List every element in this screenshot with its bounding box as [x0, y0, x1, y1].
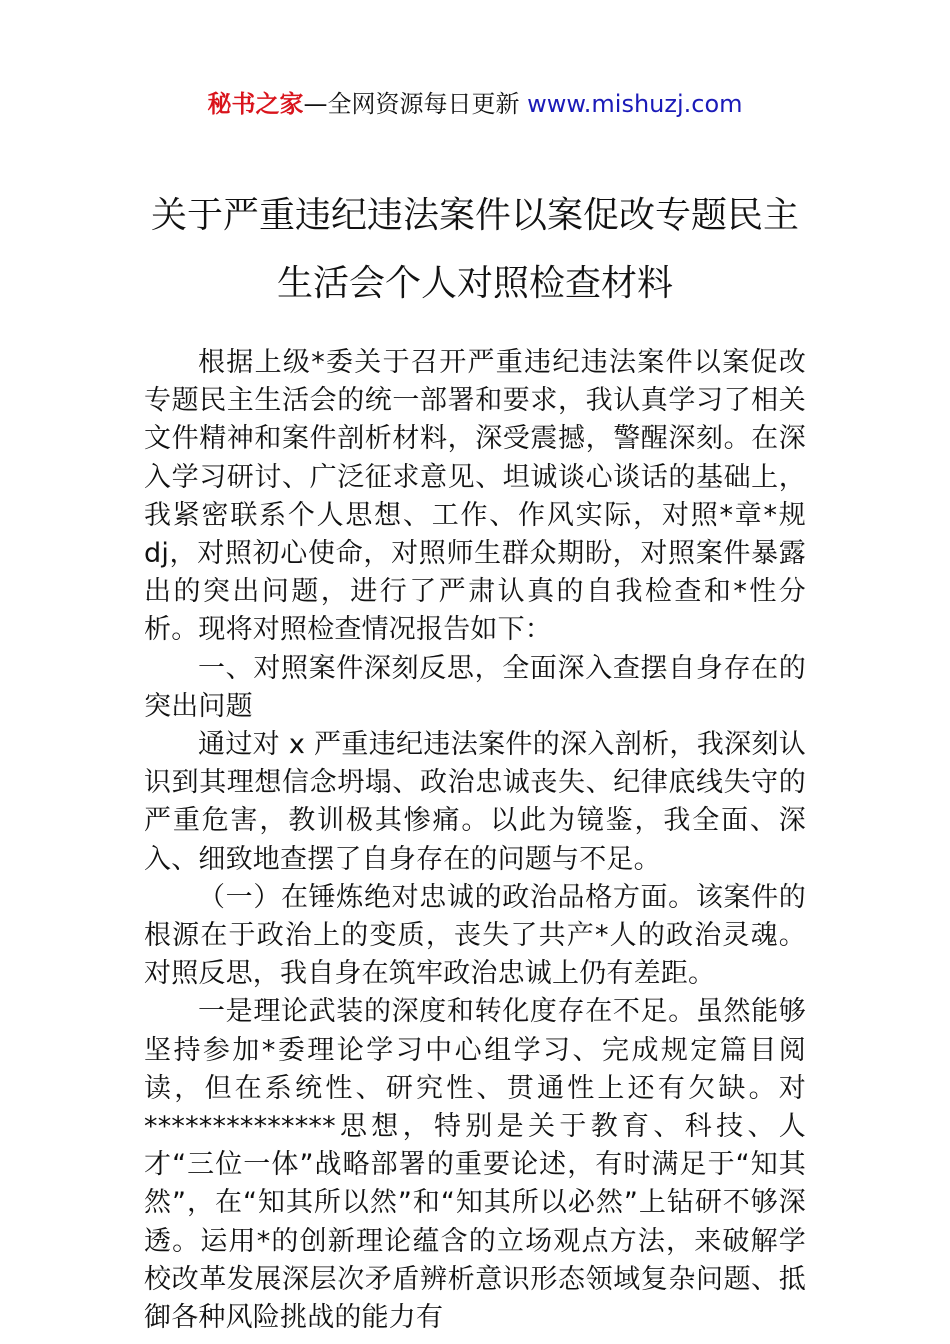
subsection-heading-1: （一）在锤炼绝对忠诚的政治品格方面。该案件的根源在于政治上的变质，丧失了共产*人的政治灵魂。对照反思，我自身在筑牢政治忠诚上仍有差距。 — [144, 881, 806, 990]
title-line-1: 关于严重违纪违法案件以案促改专题民主 — [150, 195, 799, 236]
paragraph-reflection: 通过对 x 严重违纪违法案件的深入剖析，我深刻认识到其理想信念坍塌、政治忠诚丧失、纪律底线失守的严重危害，教训极其惨痛。以此为镜鉴，我全面、深入、细致地查摆了自身存在的问题与不足。 — [144, 729, 806, 875]
title-line-2: 生活会个人对照检查材料 — [276, 263, 673, 304]
banner-tagline: —全网资源每日更新 — [303, 90, 528, 118]
section-heading-1: 一、对照案件深刻反思，全面深入查摆自身存在的突出问题 — [144, 652, 806, 722]
paragraph-point-1: 一是理论武装的深度和转化度存在不足。虽然能够坚持参加*委理论学习中心组学习、完成规定篇目阅读，但在系统性、研究性、贯通性上还有欠缺。对**************思想，特别是关于教育、科技、人才“三位一体”战略部署的重要论述，有时满足于“知其然”，在“知其所以然”和“知其所以必然”上钻研不够深透。运用*的创新理论蕴含的立场观点方法，来破解学校改革发展深层次矛盾辨析意识形态领域复杂问题、抵御各种风险挑战的能力有 — [144, 996, 806, 1334]
banner-site-url[interactable]: www.mishuzj.com — [527, 90, 743, 118]
document-body — [144, 344, 806, 1337]
paragraph-intro: 根据上级*委关于召开严重违纪违法案件以案促改专题民主生活会的统一部署和要求，我认真学习了相关文件精神和案件剖析材料，深受震撼，警醒深刻。在深入学习研讨、广泛征求意见、坦诚谈心谈话的基础上，我紧密联系个人思想、工作、作风实际，对照*章*规 dj，对照初心使命，对照师生群众期盼，对照案件暴露出的突出问题，进行了严肃认真的自我检查和*性分析。现将对照检查情况报告如下： — [144, 347, 806, 646]
document-title — [100, 182, 850, 318]
banner-brand: 秘书之家 — [207, 90, 304, 118]
site-banner — [0, 86, 950, 122]
